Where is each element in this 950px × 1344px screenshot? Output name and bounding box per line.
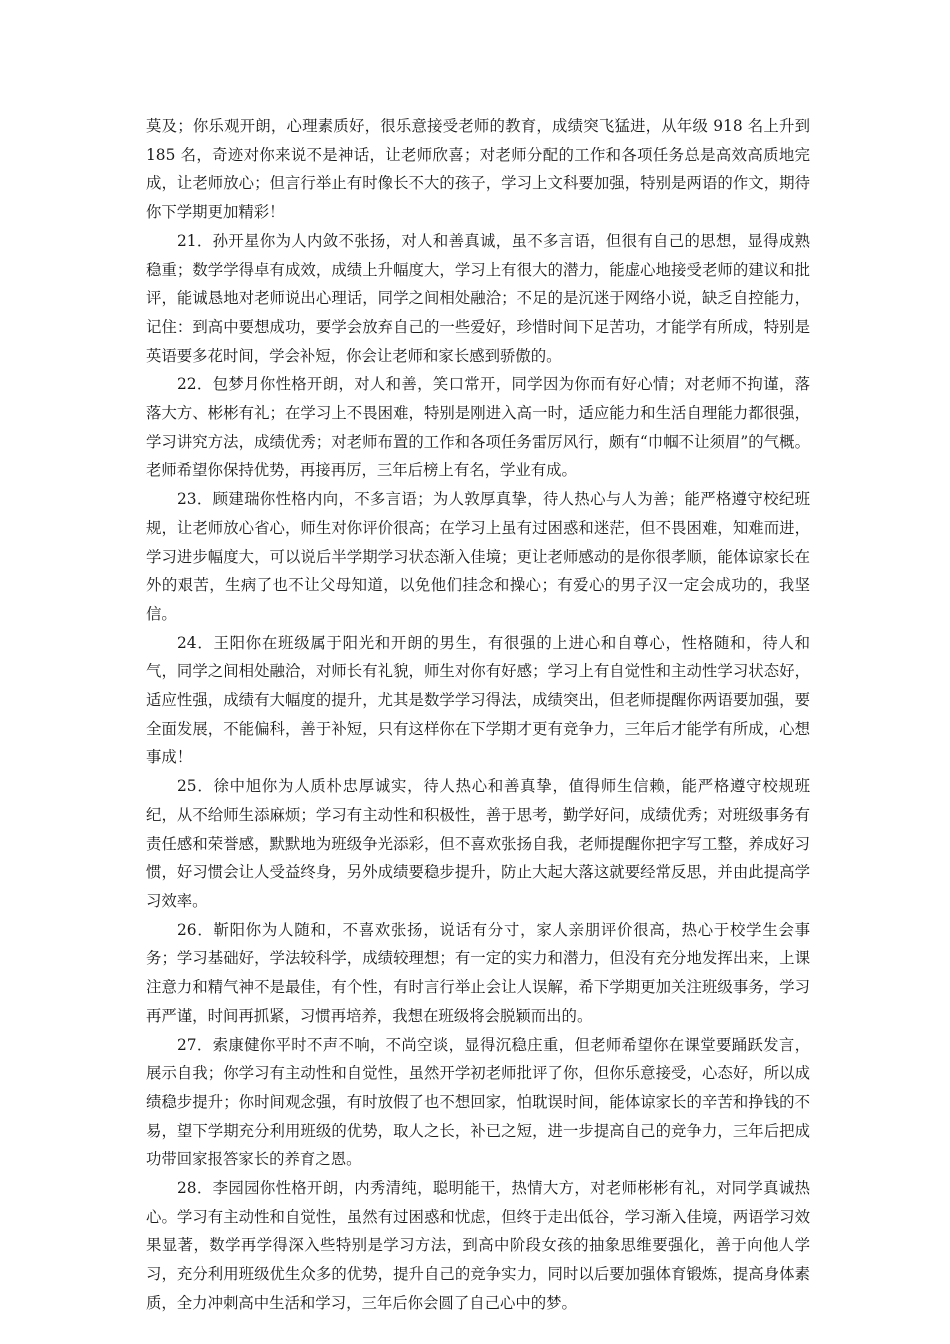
paragraph-comment-23: 23．顾建瑞你性格内向，不多言语；为人敦厚真挚，待人热心与人为善；能严格遵守校纪班规，让老师放心省心，师生对你评价很高；在学习上虽有过困惑和迷茫，但不畏困难，知难而进，学习进步幅度大，可以说后半学期学习状态渐入佳境；更让老师感动的是你很孝顺，能体谅家长在外的艰苦，生病了也不让父母知道，以免他们挂念和操心；有爱心的男子汉一定会成功的，我坚信。 <box>146 490 810 623</box>
paragraph-comment-27: 27．索康健你平时不声不响，不尚空谈，显得沉稳庄重，但老师希望你在课堂要踊跃发言，展示自我；你学习有主动性和自觉性，虽然开学初老师批评了你，但你乐意接受，心态好，所以成绩稳步提升；你时间观念强，有时放假了也不想回家，怕耽误时间，能体谅家长的辛苦和挣钱的不易，望下学期充分利用班级的优势，取人之长，补已之短，进一步提高自己的竞争力，三年后把成功带回家报答家长的养育之恩。 <box>146 1035 810 1169</box>
document-body <box>146 112 810 1318</box>
paragraph-comment-24: 24．王阳你在班级属于阳光和开朗的男生，有很强的上进心和自尊心，性格随和，待人和气，同学之间相处融洽，对师长有礼貌，师生对你有好感；学习上有自觉性和主动性学习状态好，适应性强，成绩有大幅度的提升，尤其是数学学习得法，成绩突出，但老师提醒你两语要加强，要全面发展，不能偏科，善于补短，只有这样你在下学期才更有竞争力，三年后才能学有所成，心想事成！ <box>146 633 810 767</box>
paragraph-comment-21: 21．孙开星你为人内敛不张扬，对人和善真诚，虽不多言语，但很有自己的思想，显得成熟稳重；数学学得卓有成效，成绩上升幅度大，学习上有很大的潜力，能虚心地接受老师的建议和批评，能诚恳地对老师说出心理话，同学之间相处融洽；不足的是沉迷于网络小说，缺乏自控能力，记住：到高中要想成功，要学会放弃自己的一些爱好，珍惜时间下足苦功，才能学有所成，特别是英语要多花时间，学会补短，你会让老师和家长感到骄傲的。 <box>146 231 810 365</box>
paragraph-comment-25: 25．徐中旭你为人质朴忠厚诚实，待人热心和善真挚，值得师生信赖，能严格遵守校规班纪，从不给师生添麻烦；学习有主动性和积极性，善于思考，勤学好问，成绩优秀；对班级事务有责任感和荣誉感，默默地为班级争光添彩，但不喜欢张扬自我，老师提醒你把字写工整，养成好习惯，好习惯会让人受益终身，另外成绩要稳步提升，防止大起大落这就要经常反思，并由此提高学习效率。 <box>146 777 810 910</box>
paragraph-continuation: 莫及；你乐观开朗，心理素质好，很乐意接受老师的教育，成绩突飞猛进，从年级 918 名上升到 185 名，奇迹对你来说不是神话，让老师欣喜；对老师分配的工作和各项任务总是高效高质地完成，让老师放心；但言行举止有时像长不大的孩子，学习上文科要加强，特别是两语的作文，期待你下学期更加精彩！ <box>146 117 810 222</box>
paragraph-comment-28: 28．李园园你性格开朗，内秀清纯，聪明能干，热情大方，对老师彬彬有礼，对同学真诚热心。学习有主动性和自觉性，虽然有过困惑和忧虑，但终于走出低谷，学习渐入佳境，两语学习效果显著，数学再学得深入些特别是学习方法，到高中阶段女孩的抽象思维要强化，善于向他人学习，充分利用班级优生众多的优势，提升自己的竞争实力，同时以后要加强体育锻炼，提高身体素质，全力冲刺高中生活和学习，三年后你会圆了自己心中的梦。 <box>146 1179 810 1312</box>
paragraph-comment-26: 26．靳阳你为人随和，不喜欢张扬，说话有分寸，家人亲朋评价很高，热心于校学生会事务；学习基础好，学法较科学，成绩较理想；有一定的实力和潜力，但没有充分地发挥出来，上课注意力和精气神不是最佳，有个性，有时言行举止会让人误解，希下学期更加关注班级事务，学习再严谨，时间再抓紧，习惯再培养，我想在班级将会脱颖而出的。 <box>146 920 810 1025</box>
paragraph-comment-22: 22．包梦月你性格开朗，对人和善，笑口常开，同学因为你而有好心情；对老师不拘谨，落落大方、彬彬有礼；在学习上不畏困难，特别是刚进入高一时，适应能力和生活自理能力都很强，学习讲究方法，成绩优秀；对老师布置的工作和各项任务雷厉风行，颇有“巾帼不让须眉”的气概。老师希望你保持优势，再接再厉，三年后榜上有名，学业有成。 <box>146 375 810 480</box>
